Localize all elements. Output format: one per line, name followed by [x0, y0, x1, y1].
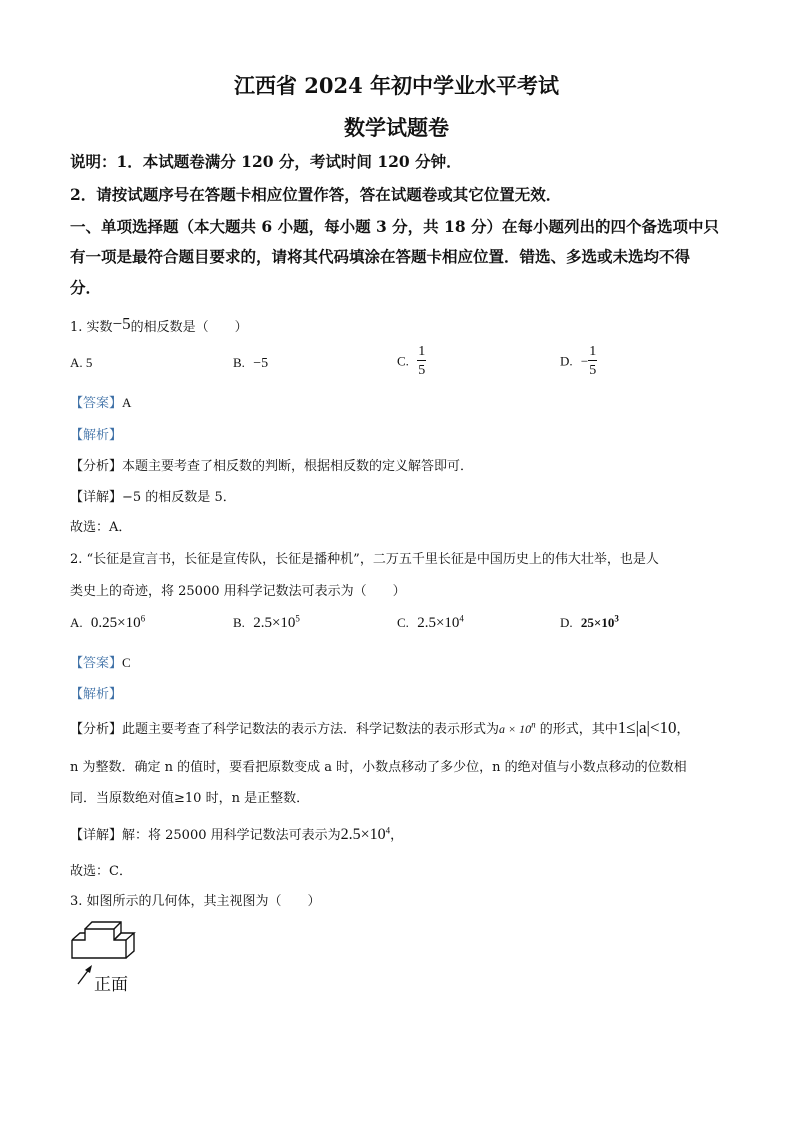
section-heading-line-3: 分．	[70, 278, 102, 297]
geometry-solid-figure	[70, 918, 150, 998]
question-2-stem-line-2: 类史上的奇迹，将 25000 用科学记数法可表示为（ ）	[70, 584, 406, 599]
q1-xiangjie: 【详解】−5 的相反数是 5．	[70, 490, 236, 505]
q2-xiangjie: 【详解】解：将 25000 用科学记数法可表示为$2.5\times 10^4$，	[70, 825, 404, 843]
q1-option-b: B. −5	[233, 355, 269, 371]
q1-option-a: A. 5	[70, 355, 93, 370]
q2-analysis-tag: 【解析】	[70, 687, 123, 702]
q2-fenxi-line-2: n 为整数．确定 n 的值时，要看把原数变成 a 时，小数点移动了多少位，n 的绝对值与小数点移动的位数相	[70, 760, 687, 775]
stepped-block-icon	[70, 918, 150, 966]
q2-fenxi-line-3: 同．当原数绝对值≥10 时，n 是正整数．	[70, 791, 310, 806]
question-3-stem: 3. 如图所示的几何体，其主视图为（ ）	[70, 894, 321, 909]
answer-tag: 【答案】	[70, 396, 123, 411]
q2-option-d: D. $25\times 10^3$	[560, 613, 619, 630]
instruction-line-2: 2．请按试题序号在答题卡相应位置作答，答在试题卷或其它位置无效．	[70, 185, 562, 204]
q1-analysis-tag: 【解析】	[70, 428, 123, 443]
question-2-stem-line-1: 2. “长征是宣言书，长征是宣传队，长征是播种机”，二万五千里长征是中国历史上的伟大壮举，也是人	[70, 552, 659, 567]
q1-choice: 故选：A．	[70, 520, 132, 535]
arrow-icon	[76, 962, 96, 986]
section-heading-line-2: 有一项是最符合题目要求的，请将其代码填涂在答题卡相应位置．错选、多选或未选均不得	[70, 247, 691, 266]
q2-choice: 故选：C．	[70, 864, 132, 879]
fraction-neg-one-fifth: $\frac{1}{5}$	[589, 344, 597, 378]
q1-fenxi: 【分析】本题主要考查了相反数的判断，根据相反数的定义解答即可．	[70, 459, 474, 474]
fraction-one-fifth: $\frac{1}{5}$	[418, 344, 426, 378]
q2-option-a: A. $0.25\times 10^6$	[70, 613, 146, 631]
instruction-line-1: 说明：1．本试题卷满分 120 分，考试时间 120 分钟．	[70, 152, 462, 171]
question-1-stem: 1. 实数−5的相反数是（ ）	[70, 314, 248, 335]
q2-option-b: B. $2.5\times 10^5$	[233, 613, 300, 631]
front-view-label: 正面	[76, 960, 156, 994]
q2-option-c: C. $2.5\times 10^4$	[397, 613, 464, 631]
q2-fenxi-line-1: 【分析】此题主要考查了科学记数法的表示方法．科学记数法的表示形式为$a \times 10^n$ 的形式，其中1≤|a|<10，	[70, 718, 690, 737]
section-heading-line-1: 一、单项选择题（本大题共 6 小题，每小题 3 分，共 18 分）在每小题列出的四个备选项中只	[70, 217, 720, 236]
q1-math-neg5: −5	[112, 314, 131, 333]
q2-answer: 【答案】C	[70, 655, 131, 671]
q1-option-d: D. − $\frac{1}{5}$	[560, 344, 597, 378]
exam-title: 江西省 2024 年初中学业水平考试	[233, 73, 560, 98]
q1-option-c: C. $\frac{1}{5}$	[397, 344, 426, 378]
exam-subtitle: 数学试题卷	[344, 115, 449, 140]
q1-answer: 【答案】A	[70, 395, 132, 411]
